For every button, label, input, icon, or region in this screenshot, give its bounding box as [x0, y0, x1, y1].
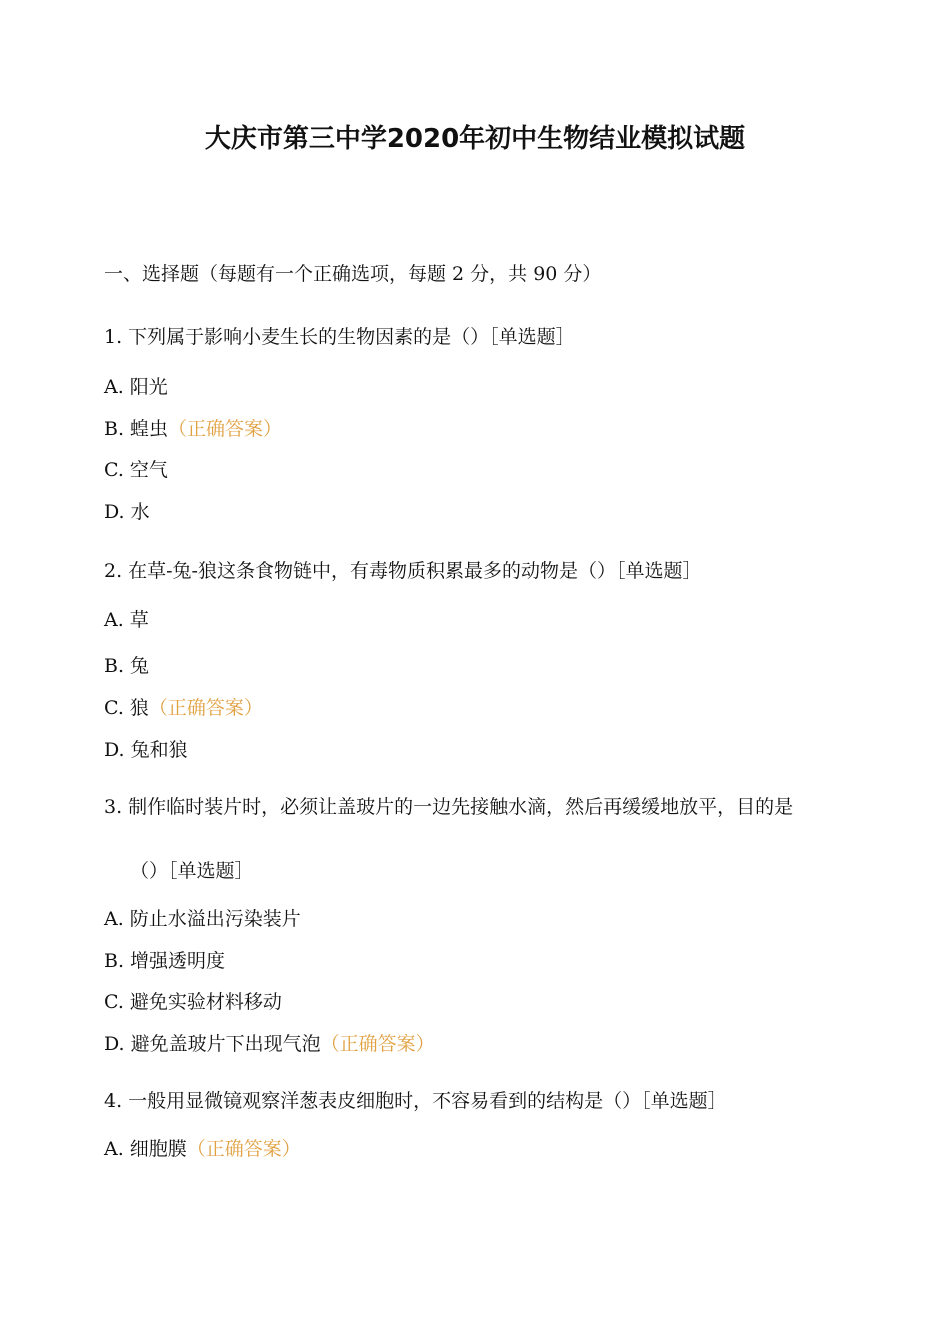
option-1b: [104, 417, 282, 441]
option-text: 兔和狼: [130, 739, 188, 761]
option-1d: [104, 500, 150, 524]
question-text: 在草-兔-狼这条食物链中，有毒物质积累最多的动物是（）［单选题］: [128, 560, 702, 582]
correct-answer-mark: （正确答案）: [320, 1033, 435, 1055]
option-text: 狼: [129, 697, 149, 719]
option-3c: [104, 990, 282, 1014]
option-1a: [104, 375, 168, 399]
option-letter: B.: [104, 655, 125, 677]
option-letter: A.: [104, 908, 124, 930]
option-text: 阳光: [129, 376, 168, 398]
option-letter: A.: [104, 376, 124, 398]
option-text: 蝗虫: [130, 418, 169, 440]
option-2b: [104, 654, 149, 678]
option-3d: [104, 1032, 435, 1056]
question-1: [104, 325, 575, 349]
option-text: 避免盖玻片下出现气泡: [130, 1033, 321, 1055]
correct-answer-mark: （正确答案）: [148, 697, 263, 719]
option-letter: D.: [104, 501, 125, 523]
option-2d: [104, 738, 188, 762]
question-number: 1.: [104, 326, 123, 348]
option-text: 空气: [129, 459, 168, 481]
question-3-continuation: （）［单选题］: [130, 860, 254, 882]
option-4a: [104, 1137, 301, 1161]
option-3b: [104, 949, 225, 973]
question-text: 一般用显微镜观察洋葱表皮细胞时，不容易看到的结构是（）［单选题］: [128, 1090, 727, 1112]
option-letter: D.: [104, 1033, 125, 1055]
option-text: 兔: [130, 655, 150, 677]
option-text: 防止水溢出污染装片: [129, 908, 301, 930]
question-text: 制作临时装片时，必须让盖玻片的一边先接触水滴，然后再缓缓地放平，目的是: [128, 796, 794, 818]
question-3: [104, 795, 834, 819]
option-text: 增强透明度: [130, 950, 226, 972]
section-heading: 一、选择题（每题有一个正确选项，每题 2 分，共 90 分）: [104, 263, 602, 285]
question-text: 下列属于影响小麦生长的生物因素的是（）［单选题］: [128, 326, 575, 348]
question-4: [104, 1089, 727, 1113]
correct-answer-mark: （正确答案）: [168, 418, 283, 440]
option-letter: B.: [104, 418, 125, 440]
option-text: 避免实验材料移动: [129, 991, 282, 1013]
option-letter: C.: [104, 991, 124, 1013]
question-number: 4.: [104, 1090, 123, 1112]
option-2a: [104, 608, 149, 632]
question-2: [104, 559, 701, 583]
option-letter: D.: [104, 739, 125, 761]
document-title: 大庆市第三中学2020年初中生物结业模拟试题: [204, 124, 746, 154]
option-3a: [104, 907, 301, 931]
option-1c: [104, 458, 168, 482]
option-letter: C.: [104, 697, 124, 719]
correct-answer-mark: （正确答案）: [186, 1138, 301, 1160]
option-text: 水: [130, 501, 150, 523]
option-letter: C.: [104, 459, 124, 481]
option-text: 草: [129, 609, 149, 631]
option-text: 细胞膜: [129, 1138, 187, 1160]
option-letter: A.: [104, 1138, 124, 1160]
option-letter: A.: [104, 609, 124, 631]
option-2c: [104, 696, 263, 720]
option-letter: B.: [104, 950, 125, 972]
question-number: 3.: [104, 796, 123, 818]
question-number: 2.: [104, 560, 123, 582]
